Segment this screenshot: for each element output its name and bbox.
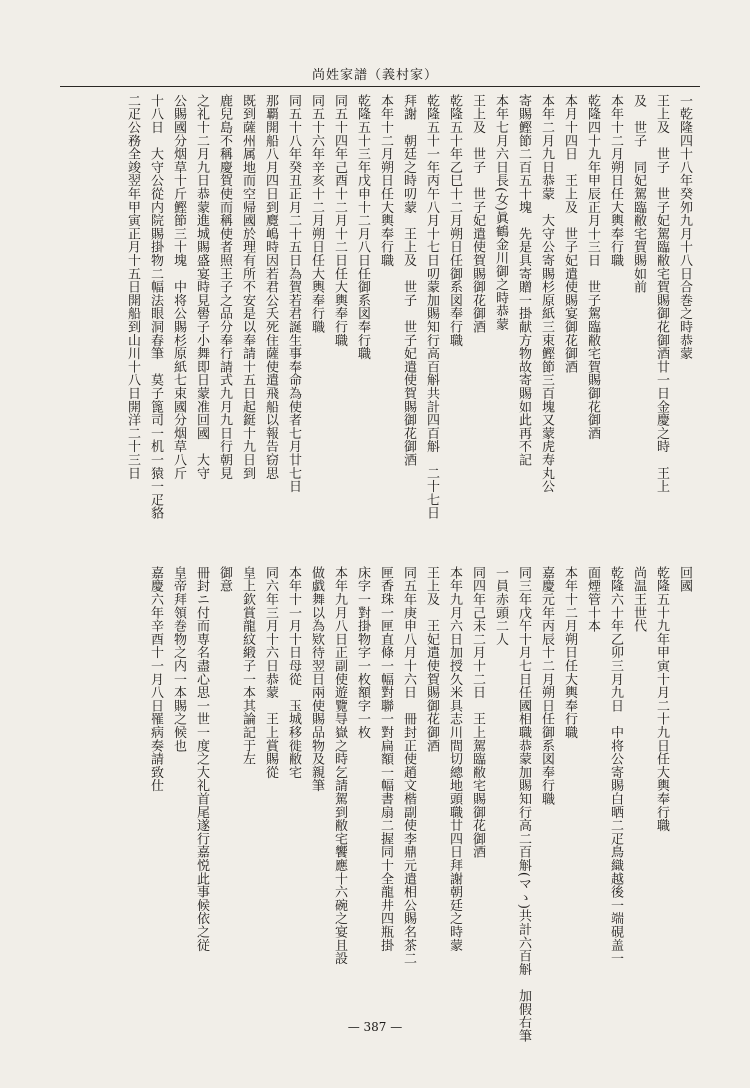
text-column: 那覇開船八月四日到麑嶋時因若君公夭死住薩使遣飛船以報告窃思 xyxy=(263,94,278,480)
text-column: 皇帝拜領巻物之内一本賜之候也 xyxy=(171,566,186,753)
text-column: 做戯舞以為欵待翌日兩使賜品物及親筆 xyxy=(309,566,324,793)
text-column: 既到薩州属地而空帰國於理有所不安是以奉請十五日起鋌十九日到 xyxy=(240,94,255,480)
text-column: 本年九月六日加授久米具志川間切總地頭職廿四日拜謝朝廷之時蒙 xyxy=(447,566,462,952)
text-column: 本年十一月十日母從 玉城移徙敝宅 xyxy=(286,566,301,779)
text-column: 本月十四日 王上及 世子妃遣使賜宴御花御酒 xyxy=(562,94,577,374)
text-column: 同四年己未二月十二日 王上駕臨敝宅賜御花御酒 xyxy=(470,566,485,859)
text-column: 乾隆五十九年甲寅十月二十九日任大輿奉行職 xyxy=(654,566,669,832)
text-column: 皇上欽賞龍紋緞子一本其論記于左 xyxy=(240,566,255,766)
page-number: — 387 — xyxy=(347,1020,403,1034)
text-column: 十八日 大守公從内院賜掛物二幅法眼洞春筆 莫子篦司一机一猿一疋貉 xyxy=(148,94,163,520)
text-column: 王上及 王妃遣使賀賜御花御酒 xyxy=(424,566,439,753)
text-column: 王上及 世子 世子妃遣使賀賜御花御酒 xyxy=(470,94,485,334)
text-column: 乾隆四十九年甲辰正月十三日 世子駕臨敝宅賀賜御花御酒 xyxy=(585,94,600,440)
text-column: 尚温王世代 xyxy=(631,566,646,633)
text-column: 公賜國分烟草十斤鰹節三十塊 中将公賜杉原紙七束國分烟草八斤 xyxy=(171,94,186,480)
text-column: 御意 xyxy=(217,566,232,593)
text-column: 同三年戊午十月七日任國相職恭蒙加賜知行高二百斛(マゝ)共計六百斛 加假右筆 xyxy=(516,566,531,1043)
text-column: 同五十六年辛亥十二月朔日任大輿奉行職 xyxy=(309,94,324,334)
text-column: 嘉慶六年辛酉十一月八日罹病奏請致仕 xyxy=(148,566,163,793)
text-column: 同五年庚申八月十六日 冊封正使趙文楷副使李鼎元遣相公賜名茶二 xyxy=(401,566,416,965)
text-column: 同五十四年己酉十二月十二日任大輿奉行職 xyxy=(332,94,347,347)
text-column: 同五十八年癸丑正月二十五日為賀若君誕生事奉命為使者七月廿七日 xyxy=(286,94,301,493)
text-column: 及 世子 同妃駕臨敝宅賀賜如前 xyxy=(631,94,646,294)
text-column: 乾隆五十年乙巳十二月朔日任御系図奉行職 xyxy=(447,94,462,347)
text-column: 本年十二月朔日任大輿奉行職 xyxy=(562,566,577,739)
text-column: 床字一對掛物字一枚額字一枚 xyxy=(355,566,370,739)
text-column: 寄賜鰹節二百五十塊 先是具寄贈一掛献方物故寄賜如此再不記 xyxy=(516,94,531,467)
text-column: 面煙管十本 xyxy=(585,566,600,633)
text-column: 一乾隆四十八年癸夘九月十八日合巻之時恭蒙 xyxy=(677,94,692,360)
text-column: 王上及 世子 世子妃駕臨敝宅賀賜御花御酒廿一日金慶之時 王上 xyxy=(654,94,669,493)
text-column: 本年二月九日恭蒙 大守公寄賜杉原紙三束鰹節三百塊又蒙虎寿丸公 xyxy=(539,94,554,493)
text-column: 本年七月六日長(女)眞鶴金川御之時恭蒙 xyxy=(493,94,508,331)
text-column: 乾隆六十年乙卯三月九日 中将公寄賜白晒二疋鳥織越後一端硯盖一 xyxy=(608,566,623,965)
text-column: 冊封ニ付而専名盡心思一世一度之大礼首尾遂行嘉悦此事候依之従 xyxy=(194,566,209,952)
text-column: 本年十二月朔日任大輿奉行職 xyxy=(378,94,393,267)
text-column: 同六年三月十六日恭蒙 王上賞賜從 xyxy=(263,566,278,779)
text-column: 匣香珠一匣直條一幅對聯一對扁額一幅書扇二握同十全龍井四瓶掛 xyxy=(378,566,393,952)
header-rule xyxy=(60,86,700,87)
text-column: 本年九月八日正副使遊覽㝵嶽之時乞請駕到敝宅饗應十六碗之宴且設 xyxy=(332,566,347,965)
text-column: 乾隆五十三年戊申十二月八日任御系図奉行職 xyxy=(355,94,370,360)
text-column: 拜謝 朝廷之時叨蒙 王上及 世子 世子妃遣使賀賜御花御酒 xyxy=(401,94,416,467)
text-column: 之礼十二月九日恭蒙進城賜盛宴時見嚳子小舞即日蒙准回國 大守 xyxy=(194,94,209,480)
text-column: 嘉慶元年丙辰十二月朔日任御系図奉行職 xyxy=(539,566,554,806)
text-column: 一員赤頭二人 xyxy=(493,566,508,646)
text-column: 二疋公務全竣翌年甲寅正月十五日開船到山川十八日開洋二十三日 xyxy=(125,94,140,480)
text-column: 乾隆五十一年丙午八月十七日叨蒙加賜知行高百斛共計四百斛 二十七日 xyxy=(424,94,439,520)
text-column: 鹿兒島不稱慶賀使而稱使者照王子之品分奉行請式九月九日行朝見 xyxy=(217,94,232,480)
text-column: 本年十二月朔日任大輿奉行職 xyxy=(608,94,623,267)
page-header: 尚姓家譜（義村家） xyxy=(311,68,438,83)
text-column: 回國 xyxy=(677,566,692,593)
